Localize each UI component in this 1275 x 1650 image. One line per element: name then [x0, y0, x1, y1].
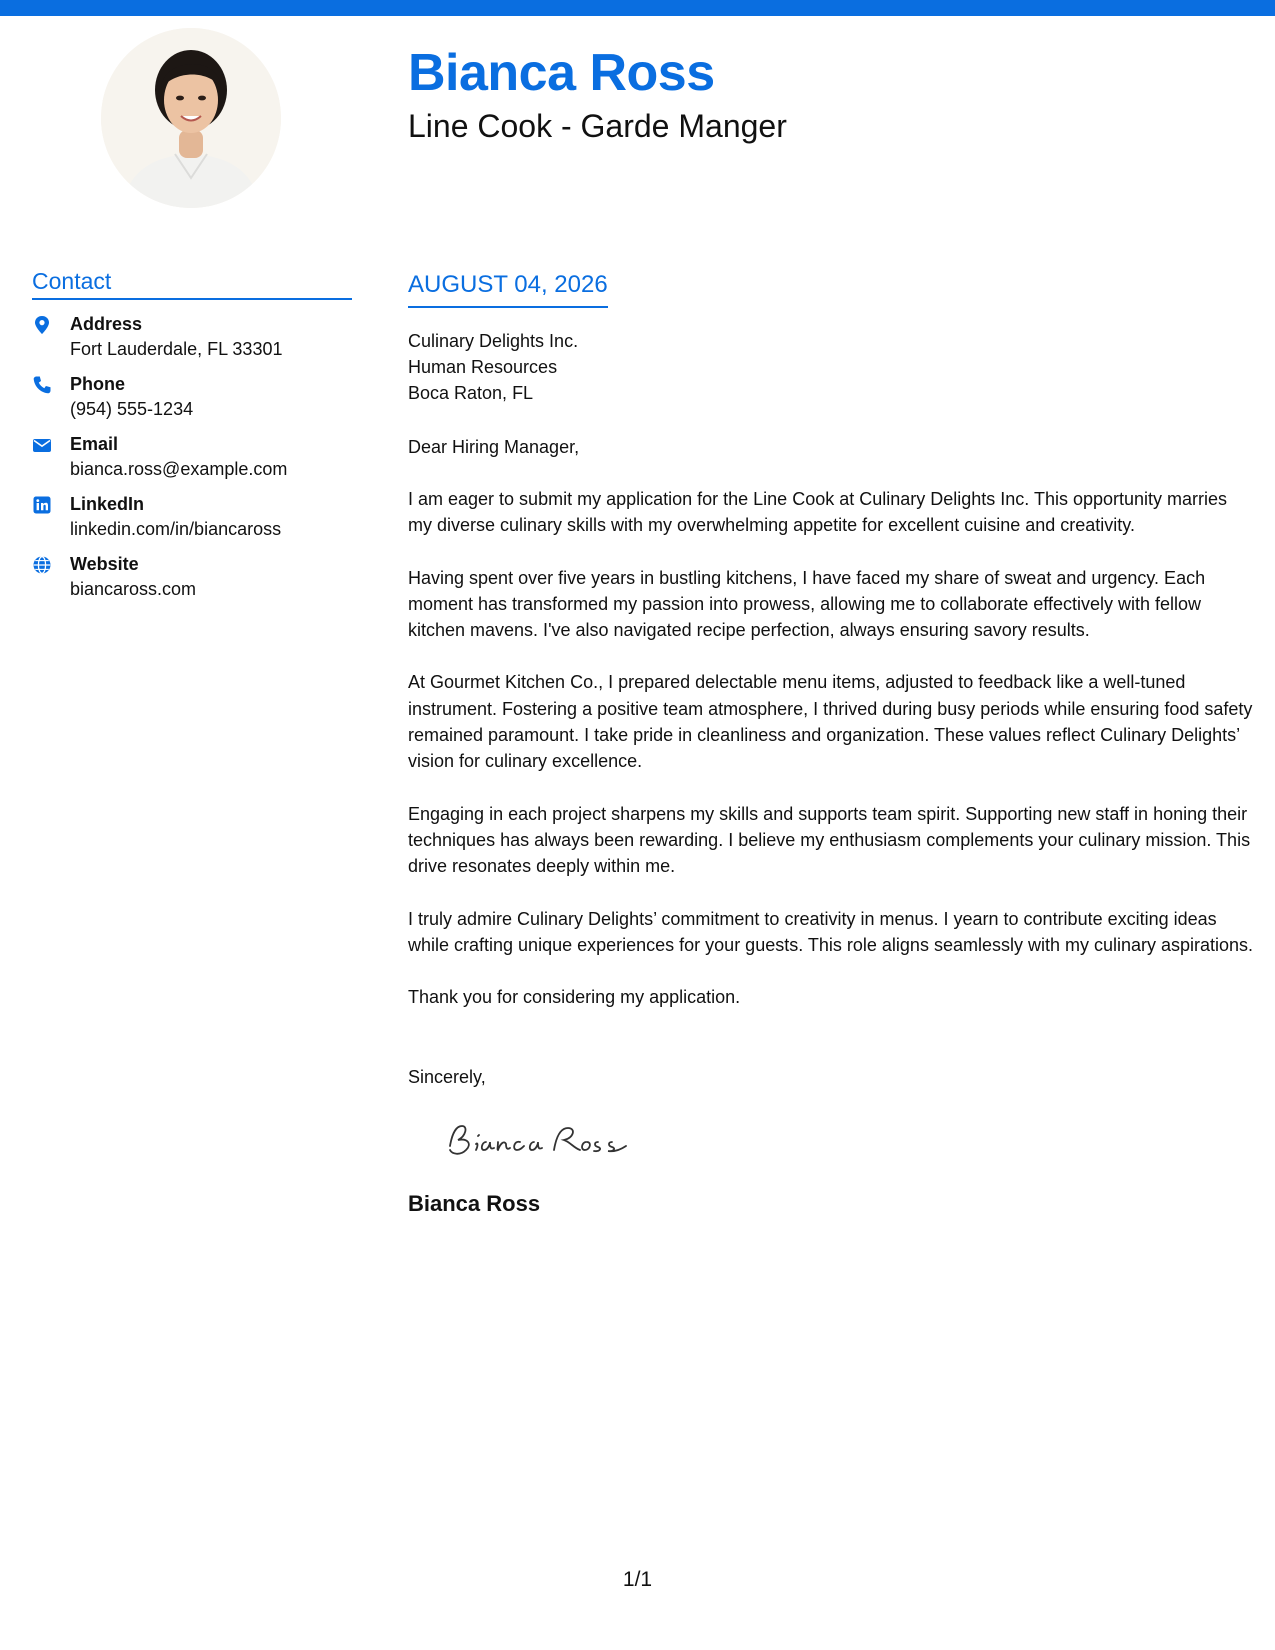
header	[408, 40, 787, 146]
contact-address	[32, 312, 352, 362]
website-value: biancaross.com	[70, 579, 197, 599]
contact-heading: Contact	[32, 266, 352, 300]
email-label: Email	[70, 434, 119, 454]
address-value: Fort Lauderdale, FL 33301	[70, 339, 283, 359]
recipient-company: Culinary Delights Inc.	[408, 331, 579, 351]
email-value: bianca.ross@example.com	[70, 459, 288, 479]
contact-email	[32, 432, 352, 482]
phone-value: (954) 555-1234	[70, 399, 194, 419]
closing: Sincerely,	[408, 1067, 486, 1088]
website-label: Website	[70, 554, 139, 574]
candidate-name: Bianca Ross	[408, 44, 715, 102]
contact-website	[32, 552, 352, 602]
paragraph-3: At Gourmet Kitchen Co., I prepared delectable menu items, adjusted to feedback like a well-tuned instrument. Fostering a positive team atmosphere, I thrived during busy periods while ensuring food safety remained paramount. I take pride in cleanliness and organization. These values reflect Culinary Delights’ vision for culinary excellence.	[408, 672, 1253, 772]
paragraph-1: I am eager to submit my application for the Line Cook at Culinary Delights Inc. This opportunity marries my diverse culinary skills with my overwhelming appetite for excellent cuisine and creativity.	[408, 489, 1228, 536]
top-accent-bar	[0, 0, 1275, 16]
recipient-location: Boca Raton, FL	[408, 383, 534, 403]
phone-icon	[32, 372, 70, 395]
letter-date: AUGUST 04, 2026	[408, 271, 608, 298]
globe-icon	[32, 552, 70, 575]
contact-sidebar	[32, 266, 352, 612]
handwritten-signature	[442, 1116, 1256, 1166]
salutation: Dear Hiring Manager,	[408, 437, 580, 457]
paragraph-2: Having spent over five years in bustling kitchens, I have faced my share of sweat and urgency. Each moment has transformed my passion into prowess, allowing me to collaborate effectively with fellow kitchen mavens. I've also navigated recipe perfection, always ensuring savory results.	[408, 567, 1206, 641]
contact-linkedin	[32, 492, 352, 542]
linkedin-value: linkedin.com/in/biancaross	[70, 519, 282, 539]
paragraph-6: Thank you for considering my application.	[408, 987, 741, 1008]
page-number: 1/1	[622, 1568, 653, 1591]
date-block	[408, 268, 608, 308]
contact-list	[32, 312, 352, 602]
address-label: Address	[70, 314, 143, 334]
profile-photo	[101, 28, 281, 208]
recipient-block	[408, 328, 1256, 406]
email-icon	[32, 432, 70, 455]
location-pin-icon	[32, 312, 70, 335]
recipient-department: Human Resources	[408, 357, 558, 377]
contact-phone	[32, 372, 352, 422]
paragraph-5: I truly admire Culinary Delights’ commitment to creativity in menus. I yearn to contribute exciting ideas while crafting unique experiences for your guests. This role aligns seamlessly with my culinary aspirations.	[408, 908, 1254, 955]
linkedin-icon	[32, 492, 70, 515]
paragraph-4: Engaging in each project sharpens my skills and supports team spirit. Supporting new staff in honing their techniques has always been rewarding. I believe my enthusiasm complements your culinary mission. This drive resonates deeply within me.	[408, 803, 1251, 877]
phone-label: Phone	[70, 374, 126, 394]
signer-name: Bianca Ross	[408, 1191, 541, 1217]
linkedin-label: LinkedIn	[70, 494, 145, 514]
job-title: Line Cook - Garde Manger	[408, 108, 787, 144]
letter-body	[408, 268, 1256, 1218]
